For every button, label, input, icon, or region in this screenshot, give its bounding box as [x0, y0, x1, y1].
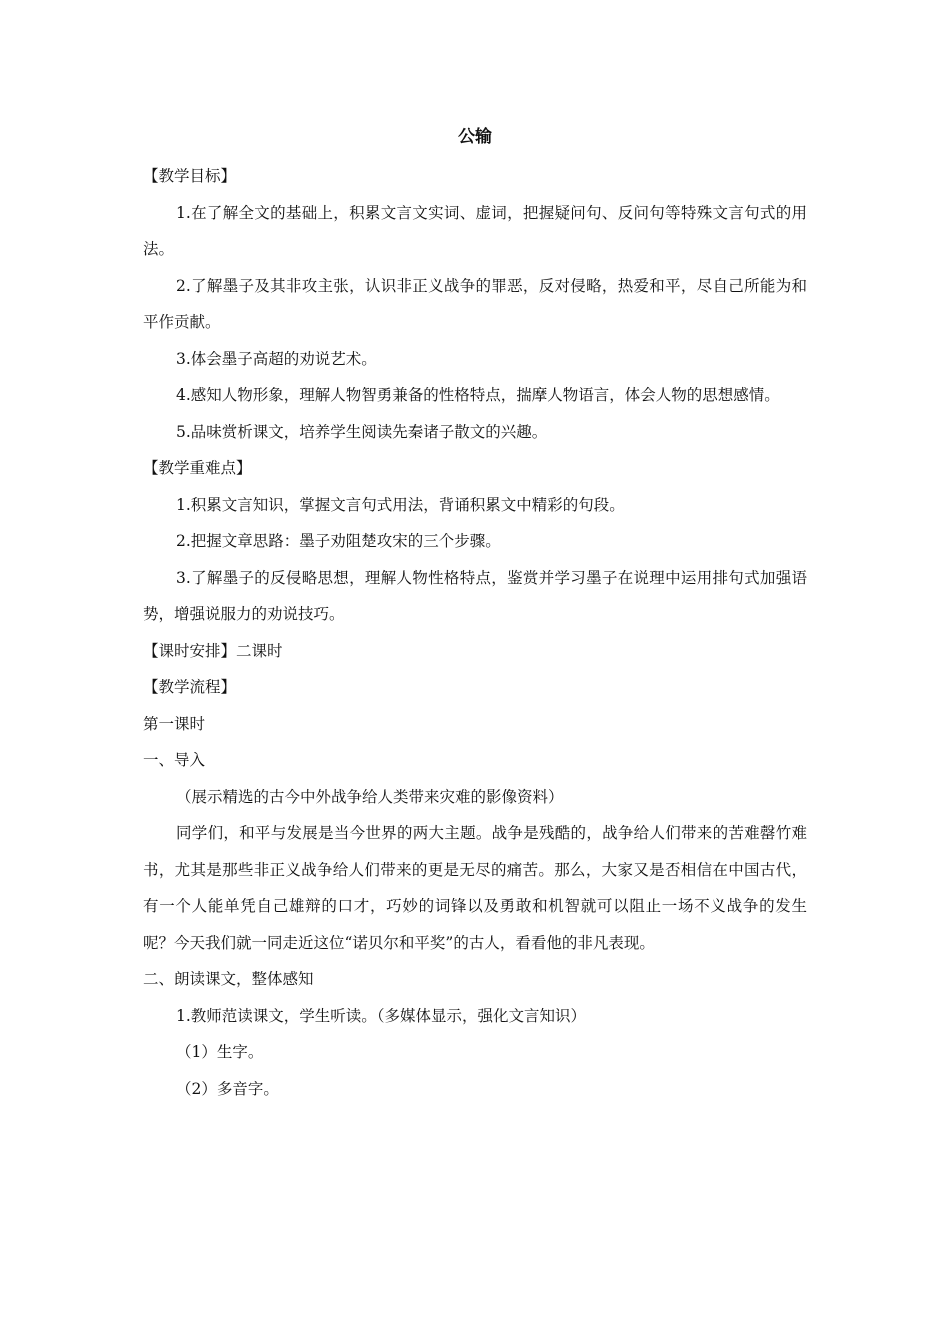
key-points-heading: 【教学重难点】 — [143, 459, 252, 477]
objective-item: 5.品味赏析课文，培养学生阅读先秦诸子散文的兴趣。 — [176, 422, 548, 441]
objective-item: 1.在了解全文的基础上，积累文言文实词、虚词，把握疑问句、反问句等特殊文言句式的用法。 — [143, 203, 807, 258]
section-heading: 一、导入 — [143, 751, 206, 769]
section-note: （展示精选的古今中外战争给人类带来灾难的影像资料） — [176, 787, 564, 806]
key-point-item: 2.把握文章思路：墨子劝阻楚攻宋的三个步骤。 — [176, 532, 501, 550]
sub-item: （2）多音字。 — [176, 1079, 279, 1098]
objective-item: 4.感知人物形象，理解人物智勇兼备的性格特点，揣摩人物语言，体会人物的思想感情。 — [176, 386, 780, 404]
key-point-item: 1.积累文言知识，掌握文言句式用法，背诵积累文中精彩的句段。 — [176, 495, 625, 514]
sub-item: （1）生字。 — [176, 1043, 264, 1061]
schedule-heading: 【课时安排】 — [143, 641, 237, 660]
objectives-heading: 【教学目标】 — [143, 167, 237, 185]
document-title: 公输 — [458, 127, 492, 147]
key-point-item: 3.了解墨子的反侵略思想，理解人物性格特点，鉴赏并学习墨子在说理中运用排句式加强语势，增强说服力的劝说技巧。 — [143, 568, 807, 623]
section-heading: 二、朗读课文，整体感知 — [143, 970, 314, 988]
schedule-line — [143, 633, 807, 670]
document-body — [143, 158, 807, 1107]
process-heading: 【教学流程】 — [143, 678, 237, 696]
objective-item: 2.了解墨子及其非攻主张，认识非正义战争的罪恶，反对侵略，热爱和平，尽自己所能为和平作贡献。 — [143, 276, 807, 331]
section-item: 1.教师范读课文，学生听读。（多媒体显示，强化文言知识） — [176, 1006, 587, 1025]
schedule-value: 二课时 — [236, 641, 283, 660]
objective-item: 3.体会墨子高超的劝说艺术。 — [176, 349, 377, 368]
intro-paragraph: 同学们，和平与发展是当今世界的两大主题。战争是残酷的，战争给人们带来的苦难罄竹难书，尤其是那些非正义战争给人们带来的更是无尽的痛苦。那么，大家又是否相信在中国古代，有一个人能单凭自己雄辩的口才，巧妙的词锋以及勇敢和机智就可以阻止一场不义战争的发生呢？今天我们就一同走近这位“诺贝尔和平奖”的古人，看看他的非凡表现。 — [143, 824, 807, 952]
lesson-label: 第一课时 — [143, 714, 206, 733]
